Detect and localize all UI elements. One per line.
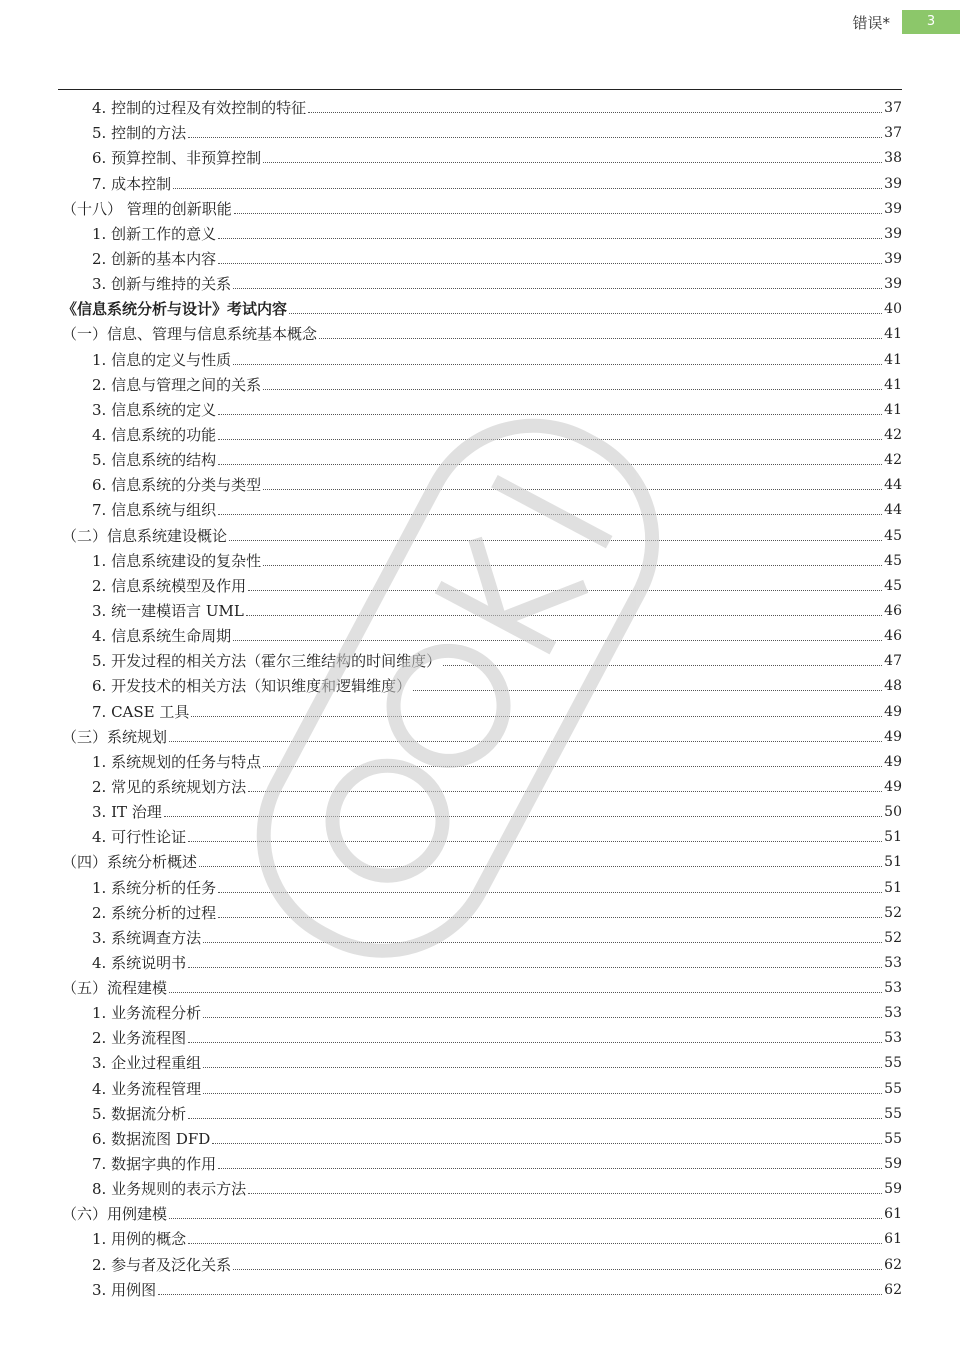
toc-leader-dots (188, 137, 882, 138)
toc-entry-title: 3. 用例图 (92, 1280, 157, 1299)
toc-entry-title: 1. 系统分析的任务 (92, 878, 217, 897)
toc-entry-page: 48 (884, 678, 902, 695)
toc-entry-title: 7. 成本控制 (92, 174, 172, 193)
toc-entry-title: 5. 控制的方法 (92, 124, 187, 143)
toc-entry-page: 51 (884, 854, 902, 871)
toc-entry-title: 5. 信息系统的结构 (92, 451, 217, 470)
toc-entry-title: 6. 数据流图 DFD (92, 1129, 211, 1148)
toc-entry-title: 4. 业务流程管理 (92, 1079, 202, 1098)
header-title: 错误* (852, 14, 890, 32)
toc-leader-dots (263, 766, 882, 767)
toc-leader-dots (203, 942, 882, 943)
toc-leader-dots (263, 389, 882, 390)
toc-entry-title: 3. 企业过程重组 (92, 1054, 202, 1073)
toc-entry-page: 45 (884, 527, 902, 544)
toc-leader-dots (233, 1269, 882, 1270)
toc-entry-title: 3. 信息系统的定义 (92, 400, 217, 419)
toc-entry-page: 51 (884, 879, 902, 896)
toc-entry[interactable] (62, 193, 902, 218)
toc-entry-title: 1. 业务流程分析 (92, 1004, 202, 1023)
toc-entry-title: 5. 数据流分析 (92, 1104, 187, 1123)
toc-entry[interactable] (62, 293, 902, 318)
toc-entry-page: 37 (884, 125, 902, 142)
toc-entry-page: 49 (884, 703, 902, 720)
toc-entry[interactable] (62, 947, 902, 972)
toc-entry[interactable] (62, 1148, 902, 1173)
toc-entry[interactable] (62, 318, 902, 343)
toc-entry[interactable] (62, 972, 902, 997)
toc-entry[interactable] (62, 721, 902, 746)
toc-entry-title: （六）用例建模 (62, 1205, 168, 1224)
toc-entry[interactable] (62, 494, 902, 519)
toc-entry-page: 62 (884, 1256, 902, 1273)
toc-entry-page: 61 (884, 1231, 902, 1248)
toc-entry-page: 41 (884, 351, 902, 368)
toc-leader-dots (413, 690, 882, 691)
toc-entry-page: 46 (884, 602, 902, 619)
toc-entry[interactable] (62, 444, 902, 469)
toc-entry-title: （一）信息、管理与信息系统基本概念 (62, 325, 318, 344)
toc-entry-page: 52 (884, 904, 902, 921)
toc-entry[interactable] (62, 1123, 902, 1148)
toc-entry-title: （二）信息系统建设概论 (62, 526, 228, 545)
toc-entry-title: 7. CASE 工具 (92, 702, 190, 721)
toc-entry-title: 6. 信息系统的分类与类型 (92, 476, 262, 495)
toc-entry[interactable] (62, 871, 902, 896)
toc-leader-dots (188, 1243, 882, 1244)
toc-entry-page: 51 (884, 829, 902, 846)
toc-leader-dots (218, 414, 882, 415)
toc-leader-dots (233, 288, 882, 289)
toc-entry[interactable] (62, 771, 902, 796)
toc-leader-dots (203, 1017, 882, 1018)
toc-entry[interactable] (62, 1072, 902, 1097)
toc-entry-page: 44 (884, 502, 902, 519)
toc-entry-title: 5. 开发过程的相关方法（霍尔三维结构的时间维度） (92, 652, 442, 671)
toc-entry[interactable] (62, 1022, 902, 1047)
page-number-badge: 3 (902, 10, 960, 34)
toc-entry-title: 2. 信息系统模型及作用 (92, 576, 247, 595)
toc-entry-page: 47 (884, 653, 902, 670)
toc-leader-dots (263, 162, 882, 163)
toc-leader-dots (234, 213, 882, 214)
toc-leader-dots (173, 188, 882, 189)
toc-leader-dots (218, 238, 882, 239)
toc-leader-dots (443, 665, 882, 666)
toc-entry-page: 59 (884, 1181, 902, 1198)
toc-entry[interactable] (62, 469, 902, 494)
toc-entry[interactable] (62, 670, 902, 695)
toc-entry-title: 3. 统一建模语言 UML (92, 601, 244, 620)
table-of-contents (62, 92, 902, 1299)
toc-entry-title: 2. 创新的基本内容 (92, 249, 217, 268)
toc-entry-title: （四）系统分析概述 (62, 853, 198, 872)
toc-entry-page: 39 (884, 250, 902, 267)
toc-entry[interactable] (62, 922, 902, 947)
toc-entry-page: 55 (884, 1105, 902, 1122)
toc-leader-dots (188, 967, 882, 968)
toc-entry[interactable] (62, 1098, 902, 1123)
toc-entry-title: 4. 系统说明书 (92, 953, 187, 972)
toc-entry[interactable] (62, 746, 902, 771)
toc-leader-dots (229, 540, 882, 541)
toc-entry[interactable] (62, 1223, 902, 1248)
toc-entry-title: 8. 业务规则的表示方法 (92, 1180, 247, 1199)
toc-entry-title: （五）流程建模 (62, 979, 168, 998)
toc-leader-dots (248, 791, 882, 792)
toc-entry-page: 41 (884, 401, 902, 418)
toc-entry-page: 53 (884, 980, 902, 997)
toc-entry[interactable] (62, 846, 902, 871)
toc-entry-page: 59 (884, 1156, 902, 1173)
toc-entry-title: 7. 数据字典的作用 (92, 1155, 217, 1174)
toc-entry-page: 50 (884, 804, 902, 821)
toc-leader-dots (188, 1118, 882, 1119)
toc-entry-page: 42 (884, 426, 902, 443)
toc-entry-page: 40 (884, 301, 902, 318)
toc-entry[interactable] (62, 645, 902, 670)
toc-entry-page: 39 (884, 175, 902, 192)
toc-entry[interactable] (62, 519, 902, 544)
toc-entry[interactable] (62, 1198, 902, 1223)
toc-entry[interactable] (62, 167, 902, 192)
toc-leader-dots (218, 1168, 882, 1169)
toc-entry-title: 2. 系统分析的过程 (92, 903, 217, 922)
toc-leader-dots (233, 364, 882, 365)
toc-leader-dots (218, 464, 882, 465)
toc-entry[interactable] (62, 343, 902, 368)
toc-entry[interactable] (62, 1173, 902, 1198)
toc-leader-dots (233, 640, 882, 641)
toc-entry[interactable] (62, 897, 902, 922)
toc-entry[interactable] (62, 1274, 902, 1299)
toc-entry-title: 6. 预算控制、非预算控制 (92, 149, 262, 168)
toc-entry-page: 49 (884, 778, 902, 795)
toc-entry-page: 45 (884, 577, 902, 594)
toc-entry-page: 45 (884, 552, 902, 569)
toc-entry-title: （十八） 管理的创新职能 (62, 199, 232, 218)
toc-leader-dots (218, 439, 882, 440)
toc-entry-page: 39 (884, 276, 902, 293)
toc-entry-page: 37 (884, 100, 902, 117)
toc-leader-dots (158, 1294, 882, 1295)
toc-entry-title: 3. 创新与维持的关系 (92, 275, 232, 294)
toc-entry-page: 61 (884, 1206, 902, 1223)
toc-entry-title: 3. IT 治理 (92, 803, 162, 822)
toc-entry-page: 46 (884, 628, 902, 645)
toc-entry-page: 52 (884, 929, 902, 946)
toc-entry[interactable] (62, 394, 902, 419)
toc-entry[interactable] (62, 142, 902, 167)
toc-leader-dots (308, 112, 882, 113)
toc-entry-title: 《信息系统分析与设计》考试内容 (62, 300, 288, 319)
toc-entry[interactable] (62, 218, 902, 243)
toc-leader-dots (248, 590, 882, 591)
toc-entry-title: （三）系统规划 (62, 727, 168, 746)
toc-leader-dots (169, 741, 882, 742)
toc-leader-dots (199, 866, 882, 867)
toc-entry-title: 1. 信息的定义与性质 (92, 350, 232, 369)
toc-entry-page: 42 (884, 452, 902, 469)
toc-entry-page: 38 (884, 150, 902, 167)
toc-leader-dots (203, 1093, 882, 1094)
toc-entry[interactable] (62, 545, 902, 570)
toc-entry-page: 39 (884, 200, 902, 217)
toc-entry-page: 41 (884, 326, 902, 343)
toc-leader-dots (218, 514, 882, 515)
toc-entry[interactable] (62, 997, 902, 1022)
toc-entry-title: 4. 可行性论证 (92, 828, 187, 847)
toc-leader-dots (289, 313, 882, 314)
page-header (0, 10, 960, 34)
toc-entry-title: 2. 常见的系统规划方法 (92, 777, 247, 796)
toc-leader-dots (191, 716, 882, 717)
toc-entry-page: 55 (884, 1055, 902, 1072)
toc-entry-page: 62 (884, 1281, 902, 1298)
toc-entry-page: 53 (884, 954, 902, 971)
toc-leader-dots (263, 489, 882, 490)
toc-leader-dots (188, 1042, 882, 1043)
toc-leader-dots (212, 1143, 882, 1144)
toc-leader-dots (248, 1193, 882, 1194)
toc-leader-dots (319, 338, 882, 339)
toc-leader-dots (169, 1218, 882, 1219)
toc-entry[interactable] (62, 796, 902, 821)
toc-entry[interactable] (62, 268, 902, 293)
toc-entry[interactable] (62, 419, 902, 444)
toc-entry-title: 4. 信息系统的功能 (92, 425, 217, 444)
toc-entry-page: 41 (884, 376, 902, 393)
toc-leader-dots (218, 263, 882, 264)
toc-leader-dots (263, 565, 882, 566)
toc-leader-dots (164, 816, 882, 817)
toc-entry[interactable] (62, 369, 902, 394)
toc-entry[interactable] (62, 821, 902, 846)
toc-entry[interactable] (62, 620, 902, 645)
toc-entry[interactable] (62, 570, 902, 595)
toc-entry-title: 6. 开发技术的相关方法（知识维度和逻辑维度） (92, 677, 412, 696)
toc-entry-title: 3. 系统调查方法 (92, 928, 202, 947)
toc-entry-page: 49 (884, 753, 902, 770)
toc-leader-dots (218, 917, 882, 918)
header-rule (58, 89, 902, 90)
toc-entry[interactable] (62, 92, 902, 117)
toc-entry[interactable] (62, 243, 902, 268)
toc-entry-title: 1. 系统规划的任务与特点 (92, 752, 262, 771)
toc-entry-page: 49 (884, 728, 902, 745)
toc-entry-page: 39 (884, 225, 902, 242)
toc-entry-title: 2. 信息与管理之间的关系 (92, 375, 262, 394)
toc-entry-page: 55 (884, 1130, 902, 1147)
toc-entry[interactable] (62, 695, 902, 720)
toc-entry-page: 53 (884, 1005, 902, 1022)
toc-entry-title: 4. 信息系统生命周期 (92, 627, 232, 646)
toc-entry-title: 1. 信息系统建设的复杂性 (92, 551, 262, 570)
toc-entry[interactable] (62, 595, 902, 620)
toc-entry[interactable] (62, 1248, 902, 1273)
toc-entry-title: 1. 创新工作的意义 (92, 224, 217, 243)
toc-leader-dots (188, 841, 882, 842)
toc-entry[interactable] (62, 117, 902, 142)
toc-leader-dots (246, 615, 882, 616)
toc-leader-dots (203, 1067, 882, 1068)
toc-entry-title: 2. 业务流程图 (92, 1029, 187, 1048)
toc-entry-title: 7. 信息系统与组织 (92, 501, 217, 520)
toc-entry-page: 53 (884, 1030, 902, 1047)
toc-entry-page: 55 (884, 1080, 902, 1097)
toc-entry[interactable] (62, 1047, 902, 1072)
toc-entry-title: 1. 用例的概念 (92, 1230, 187, 1249)
toc-leader-dots (218, 892, 882, 893)
toc-entry-title: 4. 控制的过程及有效控制的特征 (92, 99, 307, 118)
toc-entry-page: 44 (884, 477, 902, 494)
toc-entry-title: 2. 参与者及泛化关系 (92, 1255, 232, 1274)
toc-leader-dots (169, 992, 882, 993)
